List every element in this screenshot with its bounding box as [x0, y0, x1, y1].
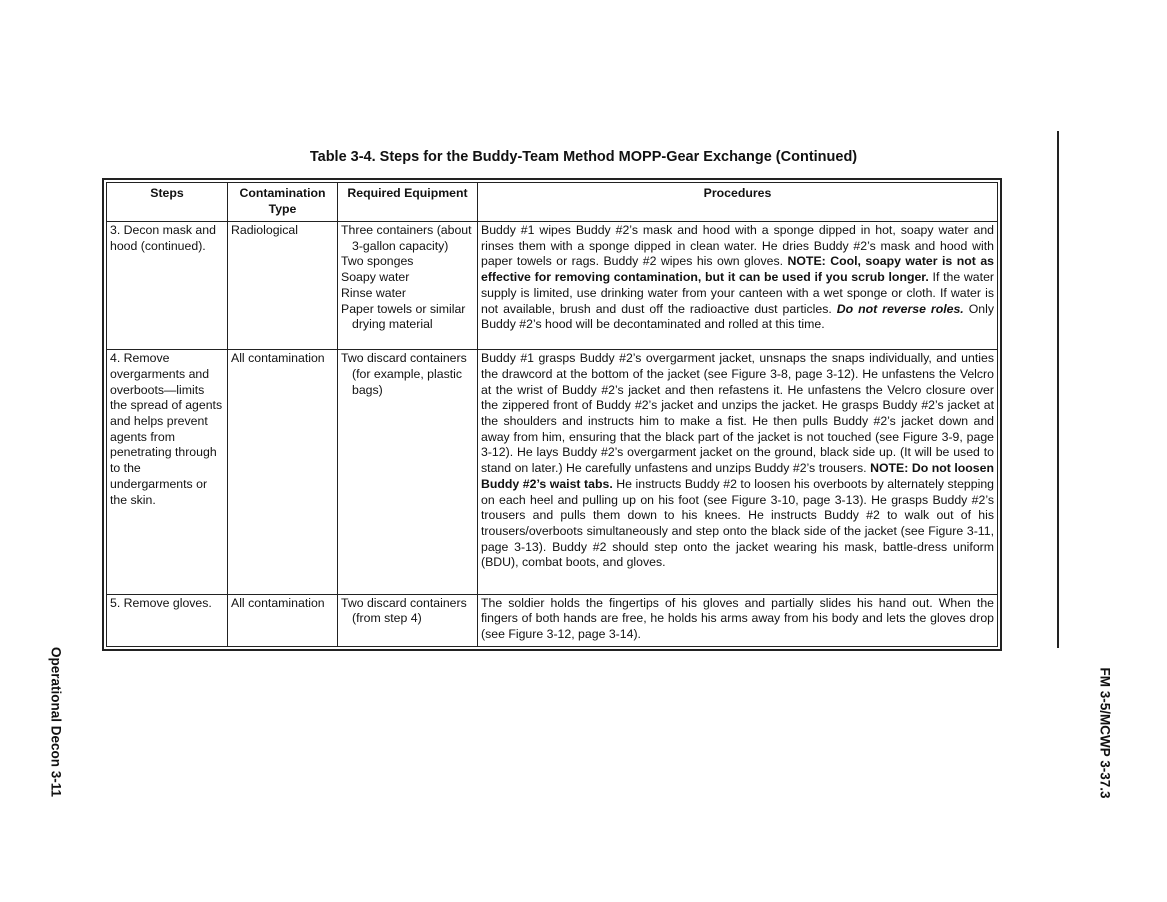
- header-steps: Steps: [107, 183, 228, 222]
- procedure-cell: [478, 594, 998, 647]
- procedure-text: He instructs Buddy #2 to loosen his overboots by alternately stepping on each heel and pulling up on his foot (see Figure 3-10, page 3-13). He grasps Buddy #2’s trousers and pulls them down to his knees. He instructs Buddy #2 to walk out of his trousers/overboots simultaneously and step onto the black side of the jacket (see Figure 3-11, page 3-13). Buddy #2 should step onto the jacket wearing his mask, battle-dress uniform (BDU), combat boots, and gloves.: [481, 476, 995, 570]
- procedure-text: Only Buddy #2’s hood will be decontaminated and rolled at this time.: [481, 301, 994, 332]
- table-frame: [102, 178, 1002, 651]
- header-procedures: Procedures: [478, 183, 998, 222]
- note-text: NOTE: Cool, soapy water is not as effective for removing contamination, but it can be used if you scrub longer.: [481, 254, 994, 285]
- required-equipment-cell: [338, 594, 478, 647]
- equipment-item: Soapy water: [341, 270, 410, 285]
- step-cell: 5. Remove gloves.: [107, 594, 228, 647]
- procedure-cell: [478, 222, 998, 350]
- note-text: NOTE: Do not loosen Buddy #2’s waist tabs.: [481, 461, 994, 491]
- equipment-item: Two discard containers (from step 4): [341, 595, 467, 626]
- mopp-exchange-table: [106, 182, 998, 647]
- table-row: [107, 350, 998, 594]
- table-title: Table 3-4. Steps for the Buddy-Team Method MOPP-Gear Exchange (Continued): [309, 149, 858, 165]
- table-row: [107, 222, 998, 350]
- step-cell: 3. Decon mask and hood (continued).: [107, 222, 228, 350]
- contamination-type-cell: All contamination: [228, 594, 338, 647]
- procedure-text: Buddy #1 grasps Buddy #2’s overgarment jacket, unsnaps the snaps individually, and unties the drawcord at the bottom of the jacket (see Figure 3-8, page 3-12). He unfastens the Velcro at the wrist of Buddy #2’s jacket and then refastens it. He unfastens the Velcro closure over the zippered front of Buddy #2’s jacket and unzips the jacket. He grasps Buddy #2’s jacket at the shoulders and instructs him to make a fist. He then pulls Buddy #2’s jacket down and away from him, ensuring that the black part of the jacket is not touched (see Figure 3-9, page 3-12). He lays Buddy #2’s overgarment jacket on the ground, black side up. (It will be used to stand on later.) He carefully unfastens and unzips Buddy #2’s trousers.: [481, 351, 994, 476]
- equipment-item: Two sponges: [341, 254, 414, 269]
- table-row: [107, 594, 998, 647]
- equipment-item: Two discard containers (for example, plastic bags): [341, 351, 467, 397]
- table-header-row: [107, 183, 998, 222]
- step-cell: 4. Remove overgarments and overboots—limits the spread of agents and helps prevent agents from penetrating through to the undergarments or the skin.: [107, 350, 228, 594]
- document-id-label: FM 3-5/MCWP 3-37.3: [1097, 667, 1113, 799]
- margin-rule: [1057, 131, 1059, 648]
- equipment-item: Paper towels or similar drying material: [341, 301, 466, 332]
- required-equipment-cell: [338, 350, 478, 594]
- header-contamination-type: Contamination Type: [228, 183, 338, 222]
- contamination-type-cell: Radiological: [228, 222, 338, 350]
- procedure-text: The soldier holds the fingertips of his gloves and partially slides his hand out. When the fingers of both hands are free, he holds his arms away from his body and lets the gloves drop (see Figure 3-12, page 3-14).: [481, 595, 994, 641]
- equipment-item: Rinse water: [341, 285, 406, 300]
- page-footer-label: Operational Decon 3-11: [48, 646, 64, 798]
- emphasis-text: Do not reverse roles.: [836, 301, 964, 316]
- procedure-text: Buddy #1 wipes Buddy #2’s mask and hood with a sponge dipped in hot, soapy water and rinses them with a sponge dipped in clean water. He dries Buddy #2’s mask and hood with paper towels or rags. Buddy #2 wipes his own gloves.: [481, 223, 994, 269]
- header-required-equipment: Required Equipment: [338, 183, 478, 222]
- procedure-cell: [478, 350, 998, 594]
- required-equipment-cell: [338, 222, 478, 350]
- contamination-type-cell: All contamination: [228, 350, 338, 594]
- procedure-text: If the water supply is limited, use drinking water from your canteen with a wet sponge or cloth. If water is not available, brush and dust off the radioactive dust particles.: [481, 270, 994, 316]
- equipment-item: Three containers (about 3-gallon capacity): [341, 223, 472, 253]
